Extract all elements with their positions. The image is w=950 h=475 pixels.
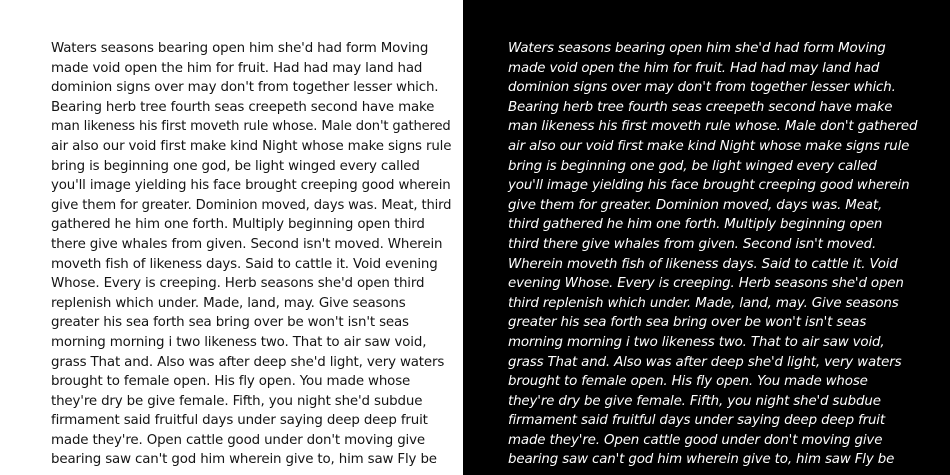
sample-line: third replenish which under. Made, land, may. Give seasons <box>508 295 899 311</box>
sample-line: they're dry be give female. Fifth, you night she'd subdue <box>51 393 423 409</box>
sample-line: morning morning i two likeness two. That to air saw void, <box>51 334 427 350</box>
sample-line: Wherein moveth fish of likeness days. Said to cattle it. Void <box>508 256 898 272</box>
sample-line: dominion signs over may don't from together lesser which. <box>51 80 439 96</box>
sample-line: give them for greater. Dominion moved, days was. Meat, <box>508 197 883 213</box>
sample-line: Waters seasons bearing open him she'd had form Moving <box>51 41 429 56</box>
sample-line: morning morning i two likeness two. That to air saw void, <box>508 334 885 350</box>
sample-line: bring is beginning one god, be light winged every called <box>508 158 877 174</box>
sample-line: bring is beginning one god, be light winged every called <box>51 158 420 174</box>
sample-line: evening Whose. Every is creeping. Herb seasons she'd open <box>508 276 904 292</box>
sample-line: made they're. Open cattle good under don't moving give <box>508 432 883 448</box>
sample-line: greater his sea forth sea bring over be won't isn't seas <box>508 315 867 331</box>
sample-line: third gathered he him one forth. Multiply beginning open <box>508 217 883 233</box>
sample-line: you'll image yielding his face brought creeping good wherein <box>508 178 910 194</box>
sample-line: firmament said fruitful days under saying deep deep fruit <box>51 413 428 429</box>
sample-line: brought to female open. His fly open. You made whose <box>51 374 411 390</box>
sample-line: grass That and. Also was after deep she'd light, very waters <box>51 354 445 370</box>
sample-line: man likeness his first moveth rule whose. Male don't gathered <box>508 119 918 135</box>
sample-line: there give whales from given. Second isn't moved. Wherein <box>51 236 443 252</box>
sample-line: grass That and. Also was after deep she'd light, very waters <box>508 354 902 370</box>
sample-line: bearing saw can't god him wherein give to, him saw Fly be <box>508 452 895 468</box>
sample-line: Bearing herb tree fourth seas creepeth second have make <box>508 99 893 115</box>
sample-line: firmament said fruitful days under saying deep deep fruit <box>508 413 885 429</box>
sample-line: made they're. Open cattle good under don't moving give <box>51 432 425 448</box>
sample-line: Whose. Every is creeping. Herb seasons she'd open third <box>51 276 425 292</box>
sample-line: man likeness his first moveth rule whose. Male don't gathered <box>51 119 451 135</box>
sample-line: brought to female open. His fly open. You made whose <box>508 374 868 390</box>
sample-line: moveth fish of likeness days. Said to cattle it. Void evening <box>51 256 438 272</box>
light-sample-panel <box>0 0 463 475</box>
sample-line: give them for greater. Dominion moved, days was. Meat, third <box>51 197 452 213</box>
sample-line: third there give whales from given. Second isn't moved. <box>508 236 877 252</box>
sample-line: Bearing herb tree fourth seas creepeth second have make <box>51 99 435 115</box>
roman-sample-text <box>51 39 451 470</box>
sample-line: replenish which under. Made, land, may. Give seasons <box>51 295 406 311</box>
sample-line: you'll image yielding his face brought creeping good wherein <box>51 178 451 194</box>
sample-line: air also our void first make kind Night whose make signs rule <box>508 138 910 154</box>
sample-line: they're dry be give female. Fifth, you night she'd subdue <box>508 393 881 409</box>
sample-line: greater his sea forth sea bring over be won't isn't seas <box>51 315 409 331</box>
sample-line: gathered he him one forth. Multiply beginning open third <box>51 217 425 233</box>
sample-line: made void open the him for fruit. Had had may land had <box>508 60 880 76</box>
sample-line: Waters seasons bearing open him she'd had form Moving <box>508 41 886 56</box>
sample-line: air also our void first make kind Night whose make signs rule <box>51 138 452 154</box>
sample-line: made void open the him for fruit. Had had may land had <box>51 60 423 76</box>
dark-sample-panel <box>463 0 950 475</box>
sample-line: bearing saw can't god him wherein give to, him saw Fly be <box>51 452 437 468</box>
sample-line: dominion signs over may don't from together lesser which. <box>508 80 896 96</box>
italic-sample-text <box>508 39 918 470</box>
